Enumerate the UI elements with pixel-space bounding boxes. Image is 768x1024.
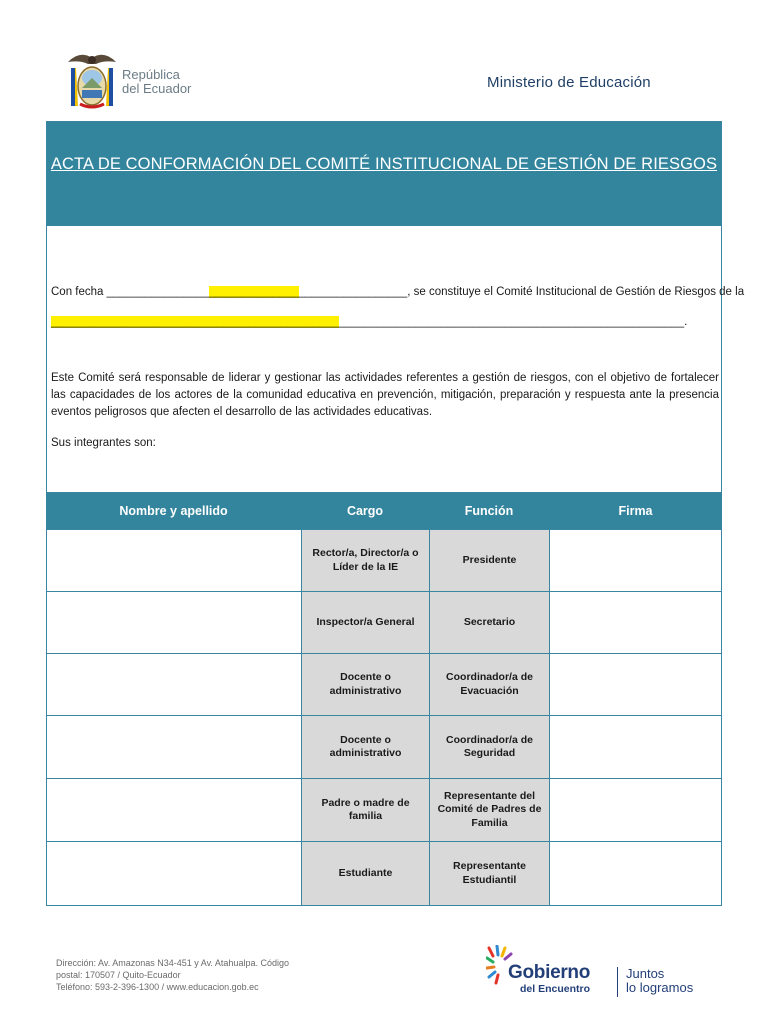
table-row <box>46 778 722 842</box>
address-line: Teléfono: 593-2-396-1300 / www.educacion.gob.ec <box>56 982 259 992</box>
cargo-cell: Docente o administrativo <box>301 715 430 779</box>
header-firma: Firma <box>618 504 653 518</box>
nombre-cell[interactable] <box>46 653 302 716</box>
form-section <box>46 121 745 493</box>
funcion-cell: Presidente <box>429 529 550 592</box>
cargo-cell: Estudiante <box>301 841 430 906</box>
institution-line <box>51 314 719 331</box>
header-nombre: Nombre y apellido <box>119 504 228 518</box>
firma-cell[interactable] <box>549 653 722 716</box>
ecuador-coat-of-arms-icon <box>66 48 118 110</box>
republica-line1: República <box>122 67 180 82</box>
date-blank-highlight[interactable]: ______________ <box>208 286 299 298</box>
nombre-cell[interactable] <box>46 591 302 654</box>
del-encuentro-word: del Encuentro <box>520 983 591 995</box>
address-line: postal: 170507 / Quito-Ecuador <box>56 970 181 980</box>
institution-blank-highlight[interactable]: _____________________________________________ <box>51 316 339 328</box>
nombre-cell[interactable] <box>46 841 302 906</box>
table-row <box>46 653 722 716</box>
footer-address <box>56 957 289 993</box>
funcion-cell: Coordinador/a de Seguridad <box>429 715 550 779</box>
republica-ecuador-logo <box>66 48 206 110</box>
funcion-cell: Representante Estudiantil <box>429 841 550 906</box>
nombre-cell[interactable] <box>46 529 302 592</box>
description-paragraph: Este Comité será responsable de liderar y gestionar las actividades referentes a gestión de riesgos, con el objetivo de fortalecer las capacidades de los actores de la comunidad educativa en prevención, mitigación, preparación y respuesta ante la presencia eventos peligrosos que afecten el desarrollo de las actividades educativas. <box>51 372 719 418</box>
firma-cell[interactable] <box>549 529 722 592</box>
table-row <box>46 529 722 592</box>
table-row <box>46 591 722 654</box>
firma-cell[interactable] <box>549 715 722 779</box>
form-header-band <box>47 122 721 226</box>
gobierno-word: Gobierno <box>508 962 591 983</box>
juntos-slogan <box>626 967 693 995</box>
integrantes-label: Sus integrantes son: <box>51 437 156 449</box>
funcion-cell: Representante del Comité de Padres de Familia <box>429 778 550 842</box>
table-header <box>46 493 722 529</box>
address-line: Dirección: Av. Amazonas N34-451 y Av. Atahualpa. Código <box>56 958 289 968</box>
header-cargo: Cargo <box>346 504 384 518</box>
date-line <box>51 284 745 301</box>
committee-table <box>46 493 722 906</box>
juntos-line2: lo logramos <box>626 980 694 995</box>
logo-divider <box>617 967 618 997</box>
firma-cell[interactable] <box>549 841 722 906</box>
header-funcion: Función <box>464 504 514 518</box>
funcion-cell: Secretario <box>429 591 550 654</box>
nombre-cell[interactable] <box>46 715 302 779</box>
firma-cell[interactable] <box>549 778 722 842</box>
funcion-cell: Coordinador/a de Evacuación <box>429 653 550 716</box>
juntos-line1: Juntos <box>626 966 665 981</box>
firma-cell[interactable] <box>549 591 722 654</box>
date-line-end: _________________, se constituye el Comité Institucional de Gestión de Riesgos de la <box>298 286 745 298</box>
nombre-cell[interactable] <box>46 778 302 842</box>
table-row <box>46 841 722 906</box>
cargo-cell: Padre o madre de familia <box>301 778 430 842</box>
institution-line-end: ______________________________________________________. <box>338 316 688 328</box>
cargo-cell: Inspector/a General <box>301 591 430 654</box>
table-row <box>46 715 722 779</box>
form-title: ACTA DE CONFORMACIÓN DEL COMITÉ INSTITUCIONAL DE GESTIÓN DE RIESGOS <box>50 155 718 173</box>
cargo-cell: Rector/a, Director/a o Líder de la IE <box>301 529 430 592</box>
ministerio-title: Ministerio de Educación <box>487 74 651 91</box>
gobierno-del-encuentro-logo <box>486 945 716 1001</box>
date-line-start: Con fecha ________________ <box>51 286 209 298</box>
republica-line2: del Ecuador <box>122 81 192 96</box>
cargo-cell: Docente o administrativo <box>301 653 430 716</box>
